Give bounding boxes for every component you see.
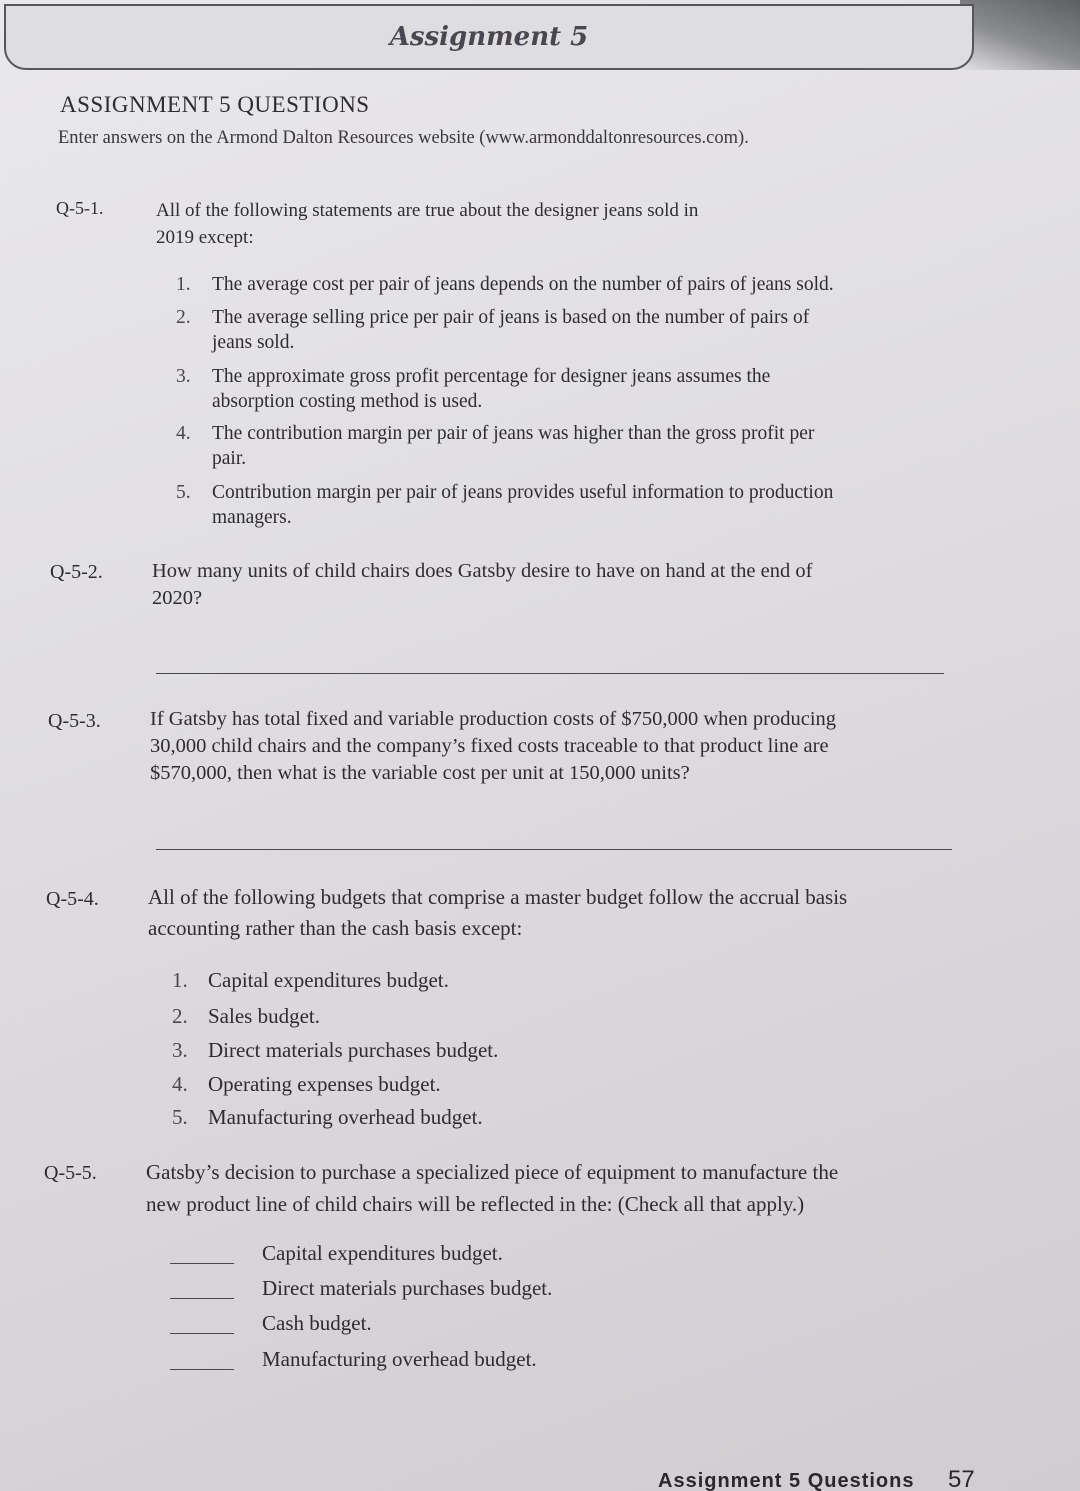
page-title: ASSIGNMENT 5 QUESTIONS xyxy=(60,92,370,117)
option-number: 2. xyxy=(176,307,191,328)
banner-title: Assignment 5 xyxy=(389,22,589,52)
question-text xyxy=(146,1156,838,1220)
page-number: 57 xyxy=(948,1466,975,1491)
option-text-line: pair. xyxy=(212,448,247,469)
check-blank[interactable] xyxy=(170,1369,234,1370)
question-text-line: 2019 except: xyxy=(156,227,254,248)
option-number: 5. xyxy=(176,482,191,503)
question-text-line: All of the following statements are true about the designer jeans sold in xyxy=(156,200,699,221)
checklist-label: Direct materials purchases budget. xyxy=(262,1276,553,1300)
option-text: Manufacturing overhead budget. xyxy=(208,1105,483,1129)
question-number: Q-5-2. xyxy=(50,561,103,583)
question-text-line: Gatsby’s decision to purchase a specialized piece of equipment to manufacture the xyxy=(146,1160,839,1184)
header-banner xyxy=(4,4,974,70)
option-text-line: jeans sold. xyxy=(212,332,295,353)
option-text xyxy=(212,305,809,355)
question-number: Q-5-4. xyxy=(46,888,99,910)
answer-blank[interactable] xyxy=(156,849,952,850)
question-text xyxy=(156,197,698,251)
question-text-line: If Gatsby has total fixed and variable production costs of $750,000 when producing xyxy=(150,708,837,730)
option-text-line: managers. xyxy=(212,507,292,528)
option-text-line: The average selling price per pair of jeans is based on the number of pairs of xyxy=(212,307,810,328)
check-blank[interactable] xyxy=(170,1263,234,1264)
question-text-line: new product line of child chairs will be reflected in the: (Check all that apply.) xyxy=(146,1192,805,1216)
option-number: 1. xyxy=(172,968,188,992)
question-text xyxy=(152,558,812,612)
option-text: Operating expenses budget. xyxy=(208,1072,441,1096)
option-text-line: absorption costing method is used. xyxy=(212,391,483,412)
check-blank[interactable] xyxy=(170,1298,234,1299)
checklist-label: Capital expenditures budget. xyxy=(262,1241,503,1265)
option-number: 4. xyxy=(172,1072,188,1096)
page-subtitle: Enter answers on the Armond Dalton Resources website (www.armonddaltonresources.com). xyxy=(58,128,749,148)
option-text-line: Contribution margin per pair of jeans provides useful information to production xyxy=(212,482,834,503)
page-corner-shadow xyxy=(960,0,1080,70)
option-text-line: The contribution margin per pair of jeans was higher than the gross profit per xyxy=(212,423,815,444)
option-text: Capital expenditures budget. xyxy=(208,968,449,992)
footer-section-label: Assignment 5 Questions xyxy=(658,1470,915,1491)
question-text-line: 30,000 child chairs and the company’s fixed costs traceable to that product line are xyxy=(150,735,829,757)
option-number: 1. xyxy=(176,274,191,295)
option-text-line: The approximate gross profit percentage for designer jeans assumes the xyxy=(212,366,771,387)
option-number: 2. xyxy=(172,1004,188,1028)
question-number: Q-5-5. xyxy=(44,1162,97,1184)
question-text-line: 2020? xyxy=(152,587,203,609)
question-text-line: All of the following budgets that comprise a master budget follow the accrual basis xyxy=(148,885,848,909)
answer-blank[interactable] xyxy=(156,673,944,674)
option-text xyxy=(212,480,833,530)
option-text xyxy=(212,364,770,414)
question-text-line: How many units of child chairs does Gatsby desire to have on hand at the end of xyxy=(152,560,813,582)
checklist-label: Cash budget. xyxy=(262,1311,372,1335)
option-number: 5. xyxy=(172,1105,188,1129)
question-text xyxy=(150,706,836,787)
question-text-line: $570,000, then what is the variable cost per unit at 150,000 units? xyxy=(150,762,690,784)
question-text xyxy=(148,882,847,944)
option-text: The average cost per pair of jeans depends on the number of pairs of jeans sold. xyxy=(212,274,834,295)
option-text xyxy=(212,421,814,471)
question-number: Q-5-1. xyxy=(56,198,104,218)
question-text-line: accounting rather than the cash basis except: xyxy=(148,916,523,940)
option-number: 4. xyxy=(176,423,191,444)
check-blank[interactable] xyxy=(170,1333,234,1334)
option-number: 3. xyxy=(176,366,191,387)
checklist-label: Manufacturing overhead budget. xyxy=(262,1347,537,1371)
option-number: 3. xyxy=(172,1038,188,1062)
option-text: Sales budget. xyxy=(208,1004,320,1028)
question-number: Q-5-3. xyxy=(48,710,101,732)
option-text: Direct materials purchases budget. xyxy=(208,1038,499,1062)
